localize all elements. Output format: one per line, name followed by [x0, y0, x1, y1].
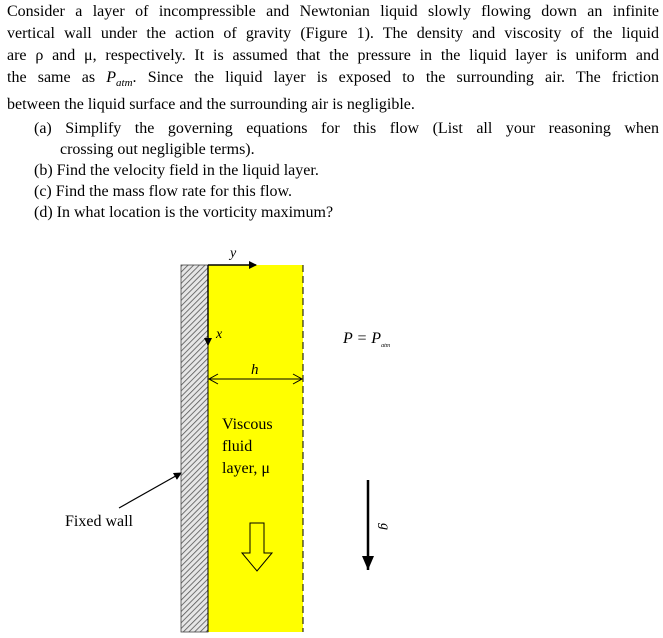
layer-label-line-1: Viscous [222, 416, 273, 433]
statement-line-4: the same as $P_{atm}$. Since the liquid layer is exposed to the surrounding air. The friction [7, 69, 660, 90]
question-a: (a) Simplify the governing equations for this flow (List all your reasoning when [34, 120, 660, 137]
y-axis-label: y [230, 246, 237, 261]
pressure-label: $P = P_{atm}$ [343, 330, 391, 349]
fixed-wall [181, 265, 208, 632]
question-a-continuation: crossing out negligible terms). [60, 141, 255, 158]
layer-label-line-2: fluid [222, 438, 253, 455]
question-c: (c) Find the mass flow rate for this flow. [34, 183, 293, 200]
gravity-label: g [377, 523, 392, 530]
layer-label-line-3: layer, μ [222, 460, 270, 477]
x-axis-label: x [216, 327, 223, 342]
thickness-label: h [251, 362, 259, 378]
statement-line-2: vertical wall under the action of gravity (Figure 1). The density and viscosity of the liquid [7, 25, 659, 42]
question-d: (d) In what location is the vorticity maximum? [34, 204, 334, 221]
statement-line-5: between the liquid surface and the surrounding air is negligible. [7, 96, 415, 114]
wall-pointer-arrow [119, 473, 181, 508]
question-b: (b) Find the velocity field in the liquid layer. [34, 162, 319, 179]
statement-line-1: Consider a layer of incompressible and Newtonian liquid slowly flowing down an infinite [7, 3, 659, 20]
wall-label: Fixed wall [65, 513, 133, 530]
statement-line-3: are ρ and μ, respectively. It is assumed that the pressure in the liquid layer is uniform and [7, 47, 659, 64]
